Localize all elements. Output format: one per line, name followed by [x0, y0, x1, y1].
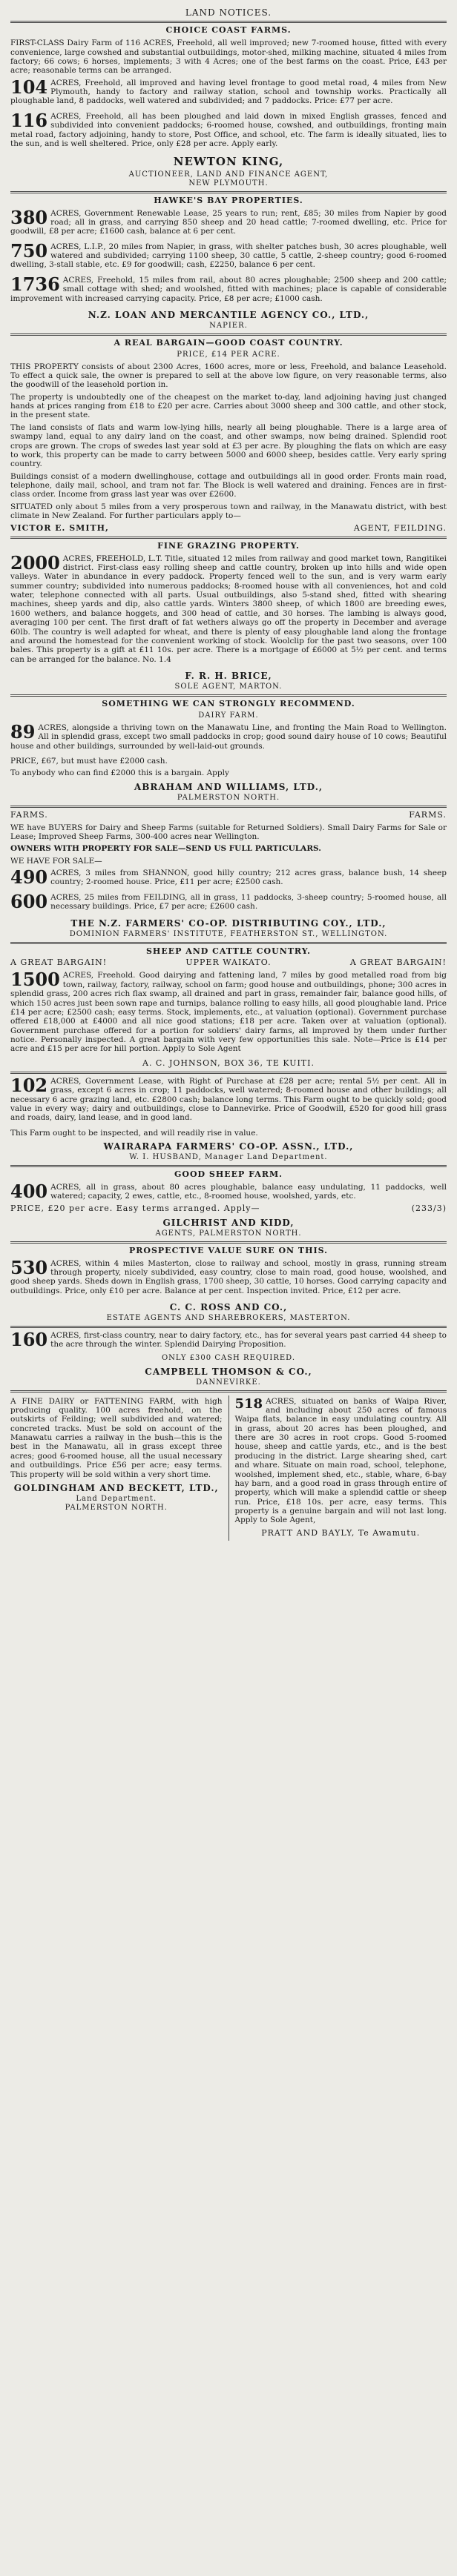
listing [10, 1256, 447, 1296]
listing-acres: 102 [10, 1074, 48, 1096]
farms-heading-row [10, 811, 447, 820]
ad-code: (233/3) [411, 1203, 447, 1213]
listing-2 [10, 239, 447, 270]
page-header: LAND NOTICES. [185, 7, 272, 18]
agent-title: AGENTS, PALMERSTON NORTH. [155, 1229, 302, 1238]
listing [10, 1331, 447, 1350]
agent-location: PALMERSTON NORTH. [177, 793, 280, 802]
agent-name: GILCHRIST AND KIDD, [162, 1217, 295, 1228]
ad-subtitle: DAIRY FARM. [198, 711, 259, 720]
agent-name: GOLDINGHAM AND BECKETT, LTD., [13, 1482, 219, 1493]
agent-name: WAIRARAPA FARMERS' CO-OP. ASSN., LTD., [103, 1141, 354, 1152]
ad-subtitle: PRICE, £14 PER ACRE. [177, 350, 280, 359]
agent-name: C. C. ROSS AND CO., [169, 1302, 288, 1313]
listing-text: ACRES, 3 miles from SHANNON, good hilly country; 212 acres grass, balance bush, 14 sheep country; 2-roomed house. Price, £11 per acre; £2500 cash. [50, 869, 447, 887]
price-line: PRICE, £20 per acre. Easy terms arranged. Apply— [10, 1203, 260, 1213]
listing-text: FIRST-CLASS Dairy Farm of 116 ACRES, Freehold, all well improved; new 7-roomed house, fitted with every convenience, large cowshed and substantial outbuildings, motor-shed, milking machine, situated 4 miles from factory; 66 cows; 6 horses, implements; 3 with 4 Acres; one of the best farms on the coast. Price, £43 per acre; reasonable terms can be arranged. [10, 39, 447, 76]
listing-text: ACRES, alongside a thriving town on the Manawatu Line, and fronting the Main Road to Wellington. All in splendid grass, except two small paddocks in crop; good sound dairy house of 10 cows; Beautiful house and other buildings, surrounded by well-laid-out grounds. [10, 723, 447, 751]
listing-text: ACRES, Government Renewable Lease, 25 years to run; rent, £85; 30 miles from Napier by good road; all in grass, and carrying 850 sheep and 20 head cattle; 7-roomed dwelling, etc. Price for goodwill, £8 per acre; £1600 cash, balance at 6 per cent. [10, 208, 447, 236]
paragraph: The land consists of flats and warm low-lying hills, nearly all being ploughable. There is a large area of swampy land, equal to any dairy land on the coast, and other swamps, now being drained. Splendid root crops are grown. The crops of swedes last year sold at £3 per acre. By ploughing the flats on which are easy to work, this property can be made to carry between 5000 and 6000 sheep, besides cattle. Very early spring country. [10, 422, 447, 469]
farms-heading-right: FARMS. [409, 809, 447, 820]
listing-acres: 490 [10, 866, 48, 889]
agent-title: Land Department. [76, 1495, 157, 1504]
note-line: This Farm ought to be inspected, and will readily rise in value. [10, 1128, 258, 1138]
divider [10, 333, 447, 336]
bargain-row [10, 958, 447, 968]
listing [10, 1074, 447, 1123]
listing-acres: 160 [10, 1329, 48, 1351]
listing-text: ACRES, within 4 miles Masterton, close to railway and school, mostly in grass, running stream through property, nicely subdivided, easy country, close to main road, good house, woolshed, and good sheep yards. Sheds down in English grass, 1700 sheep, 30 cattle, 10 horses. Good carrying capacity and outbuildings. Price, only £10 per acre. Balance at per cent. Inspection invited. Price, £12 per acre. [10, 1258, 447, 1295]
agent-title: AUCTIONEER, LAND AND FINANCE AGENT, [128, 170, 329, 179]
ad-good-sheep [10, 1170, 447, 1238]
agent-name: N.Z. LOAN AND MERCANTILE AGENCY CO., LTD., [88, 309, 369, 320]
listing-acres: 530 [10, 1256, 48, 1278]
listing-3 [10, 109, 447, 149]
agent-name: PRATT AND BAYLY, Te Awamutu. [261, 1527, 421, 1538]
ad-strongly-recommend [10, 700, 447, 803]
divider [10, 1390, 447, 1392]
ad-real-bargain [10, 339, 447, 534]
listing-text: ACRES, first-class country, near to dairy factory, etc., has for several years past carried 44 sheep to the acre through the winter. Splendid Dairying Proposition. [50, 1331, 447, 1350]
listing [10, 1180, 447, 1202]
listing-text: ACRES, FREEHOLD, L.T. Title, situated 12 miles from railway and good market town, Rangitikei district. First-class easy rolling sheep and cattle country, broken up into hills and wide open valleys. Water in abundance in every paddock. Property fenced well to the sun, and is very warm early summer country; subdivided into numerous paddocks; 8-roomed house with all conveniences, hot and cold water, telephone connected with all parts. Usual outbuildings, also 5-stand shed, fitted with shearing machines, sheep yards and dip, also cattle yards. Winters 3800 sheep, of which 1800 are breeding ewes, 1600 wethers, and balance hoggets, and 300 head of cattle, and 30 horses. The lambing is always good, averaging 100 per cent. The first draft of fat wethers always go off the property in December and average 60lb. The country is well adapted for wheat, and there is plenty of easy ploughable land along the frontage and around the homestead for the convenient working of stock. Woolclip for the past two seasons, over 100 bales. This property is a gift at £11 10s. per acre. There is a mortgage of £6000 at 5½ per cent. and terms can be arranged for the balance. No. 1.4 [10, 554, 447, 664]
divider [10, 1241, 447, 1244]
intro: WE have BUYERS for Dairy and Sheep Farms (suitable for Returned Soldiers). Small Dairy Farms for Sale or Lease; Improved Sheep Farms, 300-400 acres near Wellington. [10, 823, 447, 841]
divider [10, 1326, 447, 1328]
agent-location: NAPIER. [209, 322, 248, 331]
ad-sheep-cattle [10, 947, 447, 1069]
listing-1 [10, 866, 447, 889]
agent-title: SOLE AGENT, MARTON. [174, 683, 283, 691]
listing-acres: 750 [10, 239, 48, 262]
listing-acres: 1500 [10, 969, 60, 991]
agent-name: ABRAHAM AND WILLIAMS, LTD., [134, 781, 323, 792]
listing-acres: 400 [10, 1180, 48, 1202]
price-line: PRICE, £67, but must have £2000 cash. [10, 756, 168, 766]
agent-title: DOMINION FARMERS' INSTITUTE, FEATHERSTON ST., WELLINGTON. [69, 929, 388, 938]
paragraph: Buildings consist of a modern dwellinghouse, cottage and outbuildings all in good order. Fronts main road, telephone, daily mail, school, and tram not far. The Block is well watered and draining. Fences are in first-class order. Income from grass last year was over £2600. [10, 471, 447, 499]
ad-title: HAWKE'S BAY PROPERTIES. [154, 195, 303, 205]
listing-acres: 2000 [10, 551, 60, 574]
ad-title: SOMETHING WE CAN STRONGLY RECOMMEND. [102, 698, 355, 708]
listing [10, 551, 447, 665]
bargain-left: A GREAT BARGAIN! [10, 957, 108, 968]
listing-2 [10, 890, 447, 912]
ad-title: SHEEP AND CATTLE COUNTRY. [145, 946, 312, 956]
divider [10, 942, 447, 944]
farms-heading-left: FARMS. [10, 809, 48, 820]
divider [10, 21, 447, 23]
listing-acres: 380 [10, 206, 48, 228]
agent-name: CAMPBELL THOMSON & CO., [145, 1366, 312, 1377]
listing [10, 971, 447, 1053]
ad-goldingham [10, 1395, 223, 1541]
ad-hawkes-bay [10, 196, 447, 331]
owners-line: OWNERS WITH PROPERTY FOR SALE—SEND US FULL PARTICULARS. [10, 844, 321, 854]
agent-title: ESTATE AGENTS AND SHAREBROKERS, MASTERTON. [106, 1314, 351, 1323]
agent-title: W. I. HUSBAND, Manager Land Department. [129, 1153, 328, 1162]
ad-title: PROSPECTIVE VALUE SURE ON THIS. [128, 1245, 329, 1255]
agent-location: PALMERSTON NORTH. [65, 1503, 168, 1512]
listing-text: ACRES, L.I.P., 20 miles from Napier, in grass, with shelter patches bush, 30 acres ploughable, well watered and subdivided; carrying 1100 sheep, 30 cattle, 5 cattle, 2-sheep country; good 6-roomed dwelling, 3-stall stable, etc. £9 for goodwill; cash, £2250, balance 6 per cent. [10, 242, 447, 270]
have-line: WE HAVE FOR SALE— [10, 856, 102, 866]
listing-3 [10, 273, 447, 303]
listing-text: ACRES, all in grass, about 80 acres ploughable, balance easy undulating, 11 paddocks, well watered; capacity, 2 ewes, cattle, etc., 8-roomed house, woolshed, yards, etc. [50, 1182, 447, 1201]
listing-text: ACRES, 25 miles from FEILDING, all in grass, 11 paddocks, 3-sheep country; 5-roomed house, all necessary buildings. Price, £7 per acre; £2600 cash. [50, 892, 447, 912]
ad-title: A REAL BARGAIN—GOOD COAST COUNTRY. [114, 337, 343, 348]
paragraph: THIS PROPERTY consists of about 2300 Acres, 1600 acres, more or less, Freehold, and balance Leasehold. To effect a quick sale, the owner is prepared to sell at the above low figure, on very reasonable terms, also the goodwill of the leasehold portion in. [10, 362, 447, 390]
agent-name: NEWTON KING, [173, 155, 284, 169]
agent-location: NEW PLYMOUTH. [188, 179, 269, 187]
listing-text: ACRES, situated on banks of Waipa River, and including about 250 acres of famous Waipa flats, balance in easy undulating country. All in grass, about 20 acres has been ploughed, and there are 30 acres in root crops. Good 5-roomed house, sheep and cattle yards, etc., and is the best producing in the district. Large shearing shed, cart and whare. Situate on main road, school, telephone, woolshed, implement shed, etc., stable, whare, 6-bay hay barn, and a good road in grass through entire of property, which will make a splendid cattle or sheep run. Price, £18 10s. per acre, easy terms. This property is a genuine bargain and will not last long. Apply to Sole Agent, [234, 1396, 447, 1525]
ad-dannevirke [10, 1331, 447, 1387]
bargain-center: UPPER WAIKATO. [185, 957, 272, 968]
listing-acres: 104 [10, 76, 48, 98]
listing-acres: 1736 [10, 273, 60, 295]
listing-acres: 89 [10, 720, 36, 743]
listing [235, 1397, 447, 1525]
listing-acres: 116 [10, 109, 48, 131]
ad-farmers-coop [10, 811, 447, 939]
ad-wairarapa [10, 1074, 447, 1162]
listing-text: ACRES, Freehold. Good dairying and fattening land, 7 miles by good metalled road from big town, railway, factory, railway, school on farm; good house and outbuildings, phone; 300 acres in splendid grass, 200 acres rich flax swamp, all drained and part in grass, remainder fair, balance good hills, of which 150 acres just been sown rape and turnips, balance rolling to easy hills, all good ploughable land. Price £14 per acre; £2500 cash; easy terms. Stock, implements, etc., at valuation (optional). Government purchase offered £18,000 at £4000 and all nice good stations; £18 per acre. Taken over at valuation (optional). Government purchase offered for a portion for soldiers' dairy farms, all improved by them under further notice. Personally inspected. A great bargain with very few opportunities this sale. Note—Price is £14 per acre and £15 per acre for hill portion. Apply to Sole Agent [10, 971, 447, 1054]
divider [10, 1072, 447, 1074]
bargain-right: A GREAT BARGAIN! [349, 957, 447, 968]
agent-name: THE N.Z. FARMERS' CO-OP. DISTRIBUTING COY., LTD., [70, 917, 387, 929]
price-row [10, 1204, 447, 1214]
listing-text: ACRES, Freehold, 15 miles from rail, about 80 acres ploughable; 2500 sheep and 200 cattle; small cottage with shed; and woolshed, fitted with machines; place is capable of considerable improvement with increased carrying capacity. Price, £8 per acre; £1000 cash. [10, 275, 447, 303]
note-line: To anybody who can find £2000 this is a bargain. Apply [10, 769, 229, 778]
divider [10, 1165, 447, 1167]
listing-1 [10, 206, 447, 236]
ad-title: CHOICE COAST FARMS. [165, 25, 292, 36]
listing-acres: 518 [234, 1395, 263, 1412]
ad-title: GOOD SHEEP FARM. [174, 1169, 283, 1179]
listing-text: ACRES, Government Lease, with Right of Purchase at £28 per acre; rental 5½ per cent. All in grass, except 6 acres in crop; 11 paddocks, well watered; 8-roomed house and other buildings; all necessary 6 acre grazing land, etc. £2800 cash; balance long terms. This Farm ought to be quickly sold; good value in every way; dairy and outbuildings, close to Dannevirke. Price of Goodwill, £520 for good hill grass and roads, dairy, land lease, and in good land. [10, 1076, 447, 1123]
listing-2 [10, 76, 447, 106]
agent-name: VICTOR E. SMITH, [10, 522, 109, 533]
ad-pratt-bayly [228, 1395, 447, 1541]
paragraph: SITUATED only about 5 miles from a very prosperous town and railway, in the Manawatu district, with best climate in New Zealand. For further particulars apply to— [10, 502, 447, 521]
ad-title: FINE GRAZING PROPERTY. [157, 540, 300, 551]
divider [10, 806, 447, 808]
listing-acres: 600 [10, 890, 48, 912]
agent-name: F. R. H. BRICE, [185, 671, 272, 682]
ad-choice-coast-farms [10, 26, 447, 187]
agent-location: DANNEVIRKE. [196, 1378, 261, 1387]
listing [10, 720, 447, 751]
listing-text: ACRES, Freehold, all improved and having level frontage to good metal road, 4 miles from New Plymouth, handy to factory and railway station, school and township works. Practically all ploughable land, 8 paddocks, well watered and subdivided; and 7 paddocks. Price: £77 per acre. [10, 78, 447, 106]
agent-role: AGENT, FEILDING. [353, 522, 447, 533]
divider [10, 191, 447, 193]
ad-prospective-value [10, 1246, 447, 1323]
listing-text: A FINE DAIRY or FATTENING FARM, with high producing quality. 100 acres freehold, on the outskirts of Feilding; well subdivided and watered; concreted tracks. Must be sold on account of the Manawatu carries a railway in the bush—this is the best in the Manawatu, all in grass except three acres; good 6-roomed house, all the usual necessary and outbuildings. Price £56 per acre; easy terms. This property will be sold within a very short time. [10, 1396, 223, 1479]
agent-name: A. C. JOHNSON, BOX 36, TE KUITI. [142, 1058, 315, 1068]
bottom-two-column-ads [10, 1395, 447, 1541]
divider [10, 694, 447, 697]
paragraph: The property is undoubtedly one of the cheapest on the market to-day, land adjoining having just changed hands at prices ranging from £18 to £20 per acre. Carries about 3000 sheep and 300 cattle, and other stock, in the present state. [10, 392, 447, 420]
agent-line [10, 524, 447, 534]
listing-text: ACRES, Freehold, all has been ploughed and laid down in mixed English grasses, fenced and subdivided into convenient paddocks; 6-roomed house, cowshed, and outbuildings, fronting main metal road, factory adjoining, handy to store, Post Office, and school, etc. The farm is ideally situated, lies to the sun, and is well sheltered. Price, only £28 per acre. Apply early. [10, 111, 447, 148]
ad-fine-grazing [10, 542, 447, 691]
listing-1 [10, 39, 447, 76]
cash-line: ONLY £300 CASH REQUIRED. [161, 1353, 296, 1362]
divider [10, 537, 447, 539]
